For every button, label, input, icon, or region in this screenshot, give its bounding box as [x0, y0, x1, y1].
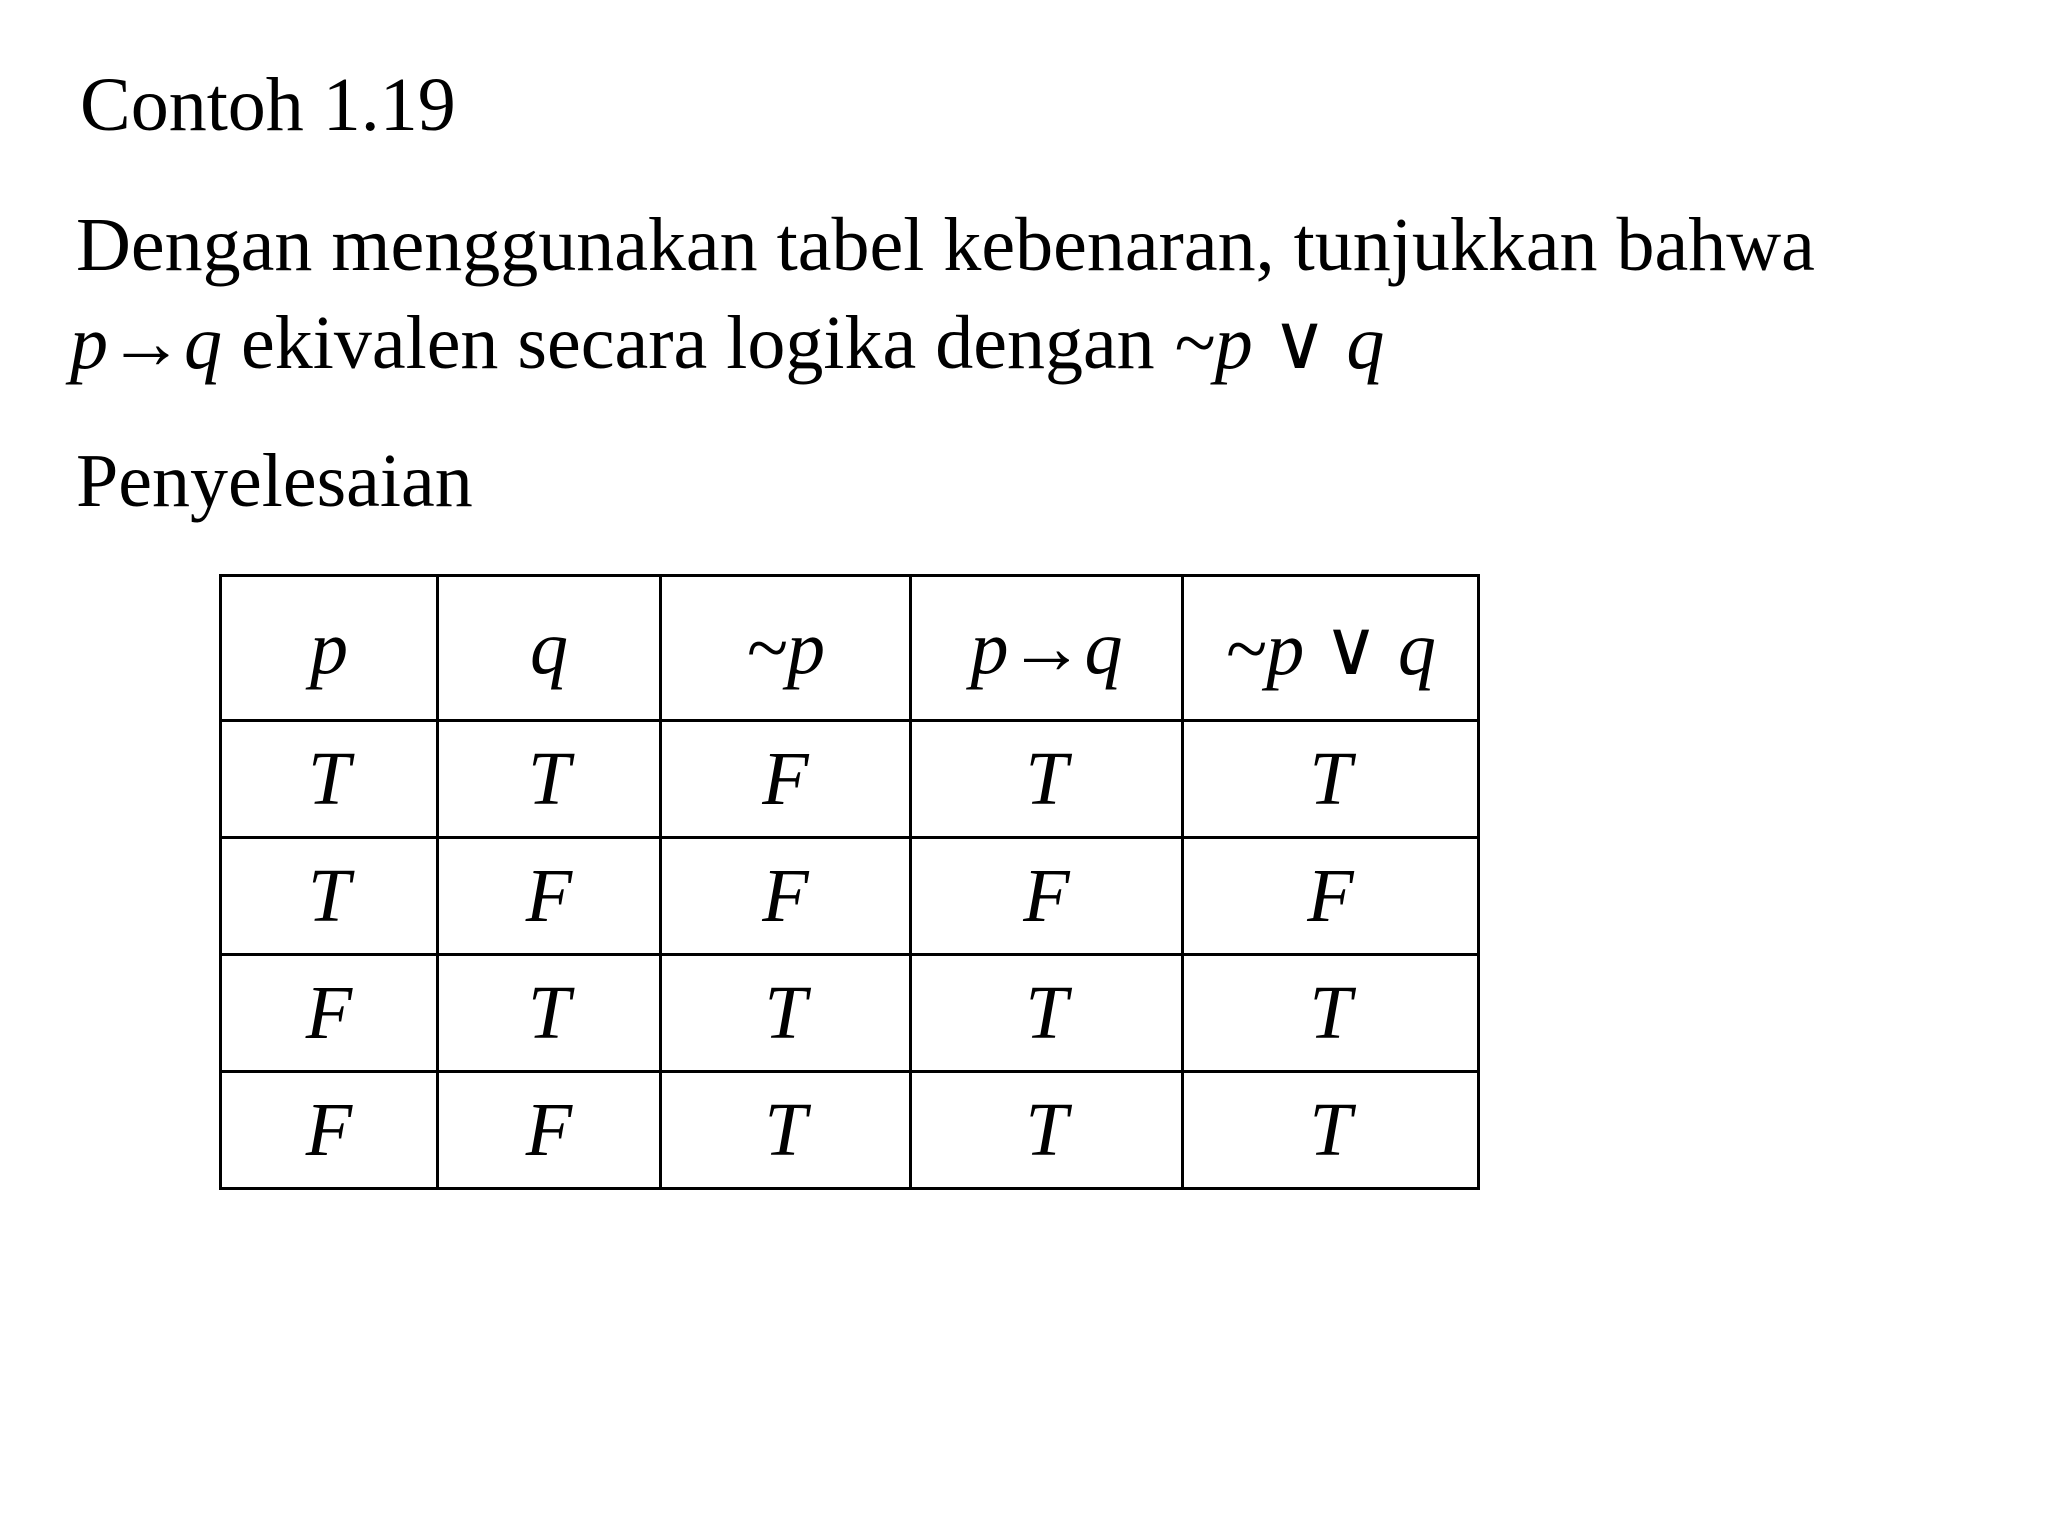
disjunction-expression: ~p ∨ q — [1173, 301, 1385, 385]
example-title: Contoh 1.19 — [80, 63, 456, 147]
table-row — [221, 1072, 1479, 1189]
header-not-p: ~p — [661, 576, 911, 721]
table-cell: T — [438, 721, 661, 838]
table-cell: F — [221, 955, 438, 1072]
table-cell: T — [1183, 955, 1479, 1072]
question-text-line-1: Dengan menggunakan tabel kebenaran, tunjukkan bahwa — [76, 203, 1815, 287]
solution-label: Penyelesaian — [76, 439, 473, 523]
table-cell: T — [1183, 1072, 1479, 1189]
table-cell: T — [911, 1072, 1183, 1189]
table-cell: T — [221, 721, 438, 838]
truth-table-header-row — [221, 576, 1479, 721]
table-cell: F — [438, 1072, 661, 1189]
question-text-line-2 — [70, 298, 1384, 388]
table-cell: T — [661, 1072, 911, 1189]
header-p-implies-q: p→q — [911, 576, 1183, 721]
question-connector-text: ekivalen secara logika dengan — [222, 301, 1174, 385]
table-cell: T — [438, 955, 661, 1072]
table-row — [221, 838, 1479, 955]
header-not-p-or-q: ~p ∨ q — [1183, 576, 1479, 721]
table-cell: F — [1183, 838, 1479, 955]
table-cell: F — [438, 838, 661, 955]
table-cell: F — [661, 721, 911, 838]
table-cell: F — [221, 1072, 438, 1189]
table-cell: F — [911, 838, 1183, 955]
table-row — [221, 955, 1479, 1072]
table-cell: T — [221, 838, 438, 955]
table-cell: T — [1183, 721, 1479, 838]
table-cell: F — [661, 838, 911, 955]
implication-expression: p→q — [70, 301, 222, 385]
truth-table — [219, 574, 1480, 1190]
table-row — [221, 721, 1479, 838]
header-q: q — [438, 576, 661, 721]
table-cell: T — [911, 721, 1183, 838]
table-cell: T — [911, 955, 1183, 1072]
table-cell: T — [661, 955, 911, 1072]
header-p: p — [221, 576, 438, 721]
